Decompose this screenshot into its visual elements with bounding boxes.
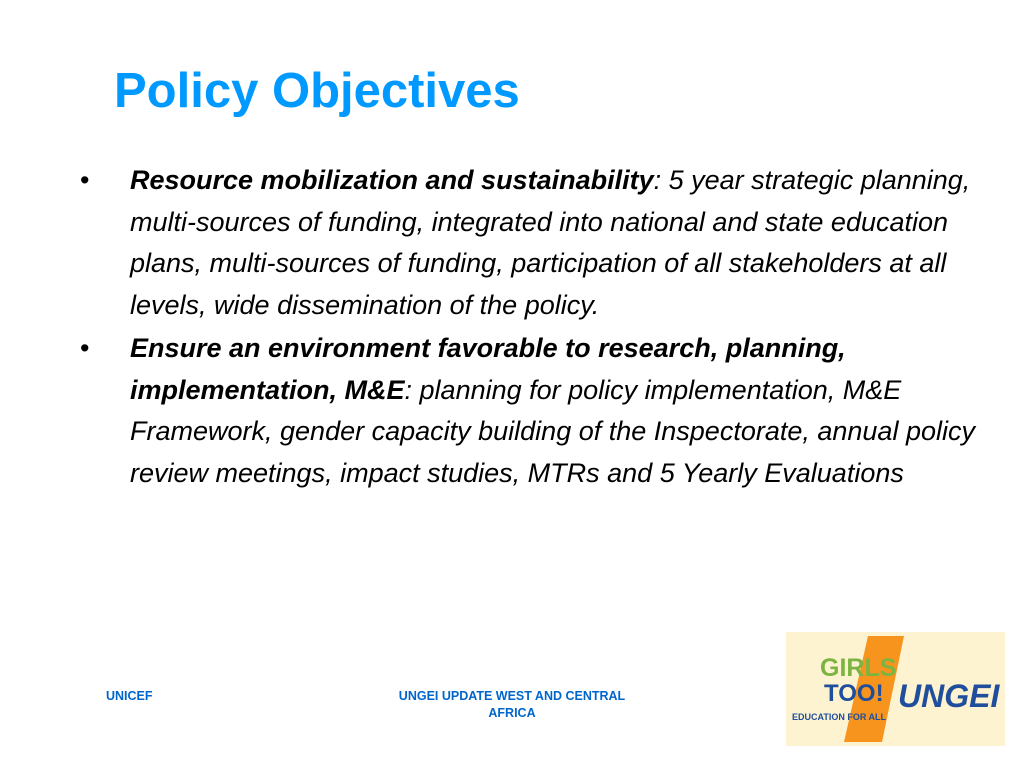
logo-too-text: TOO! — [824, 680, 884, 707]
bullet-list — [76, 160, 976, 496]
bullet-lead: Resource mobilization and sustainability — [130, 165, 654, 195]
bullet-item-research-environment — [76, 328, 976, 494]
logo-tagline-text: EDUCATION FOR ALL — [792, 712, 886, 722]
ungei-logo — [786, 632, 1005, 746]
logo-ungei-text: UNGEI — [898, 678, 1000, 714]
slide-title: Policy Objectives — [114, 64, 520, 118]
bullet-dot: • — [80, 165, 90, 195]
footer-organization: UNICEF — [106, 689, 153, 703]
bullet-text: : 5 year strategic planning, multi-sources of funding, integrated into national and state education plans, multi-sources of funding, participation of all stakeholders at all levels, wide dissemination of the policy. — [130, 165, 971, 320]
bullet-lead: Ensure an environment favorable to research, planning, implementation, M&E — [130, 333, 846, 405]
bullet-text: : planning for policy implementation, M&E Framework, gender capacity building of the Inspectorate, annual policy review meetings, impact studies, MTRs and 5 Yearly Evaluations — [130, 374, 975, 488]
logo-girls-text: GIRLS — [820, 654, 897, 682]
bullet-item-resource-mobilization — [76, 160, 976, 326]
bullet-dot: • — [80, 333, 90, 363]
footer-title: UNGEI UPDATE WEST AND CENTRAL AFRICA — [398, 689, 626, 720]
